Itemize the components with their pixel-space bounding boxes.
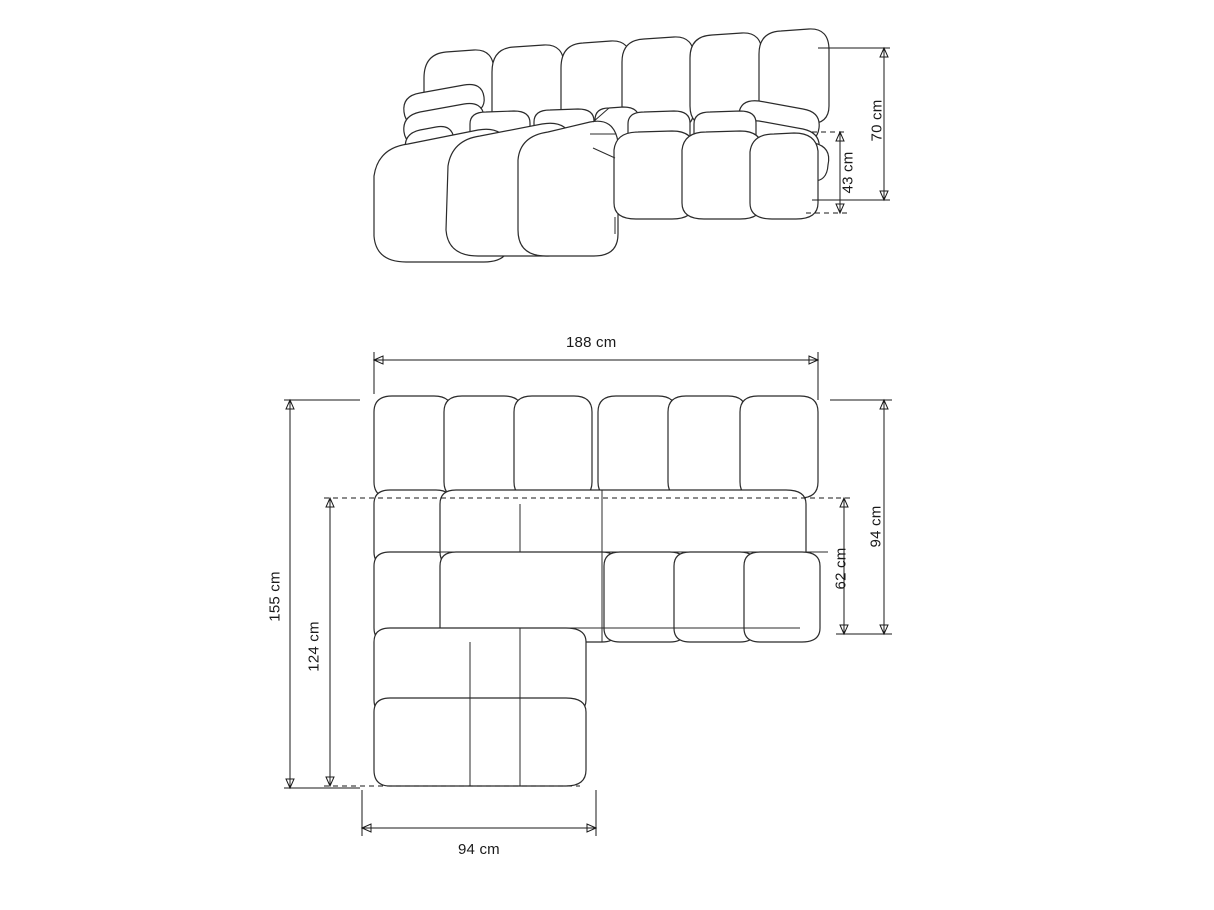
label-total-width: 188 cm: [566, 334, 617, 351]
label-seat-height: 43 cm: [839, 151, 857, 194]
dim-total-depth: [284, 400, 360, 788]
perspective-view-group: [374, 29, 829, 262]
top-view-group: [374, 396, 828, 786]
label-module-width: 94 cm: [458, 841, 500, 858]
label-total-depth: 155 cm: [266, 571, 284, 622]
label-total-height: 70 cm: [868, 99, 886, 142]
label-inner-depth: 124 cm: [305, 621, 323, 672]
label-seat-depth: 62 cm: [832, 547, 850, 590]
dim-module-width: [362, 790, 596, 836]
label-module-depth: 94 cm: [867, 505, 885, 548]
dim-total-width: [374, 352, 818, 400]
